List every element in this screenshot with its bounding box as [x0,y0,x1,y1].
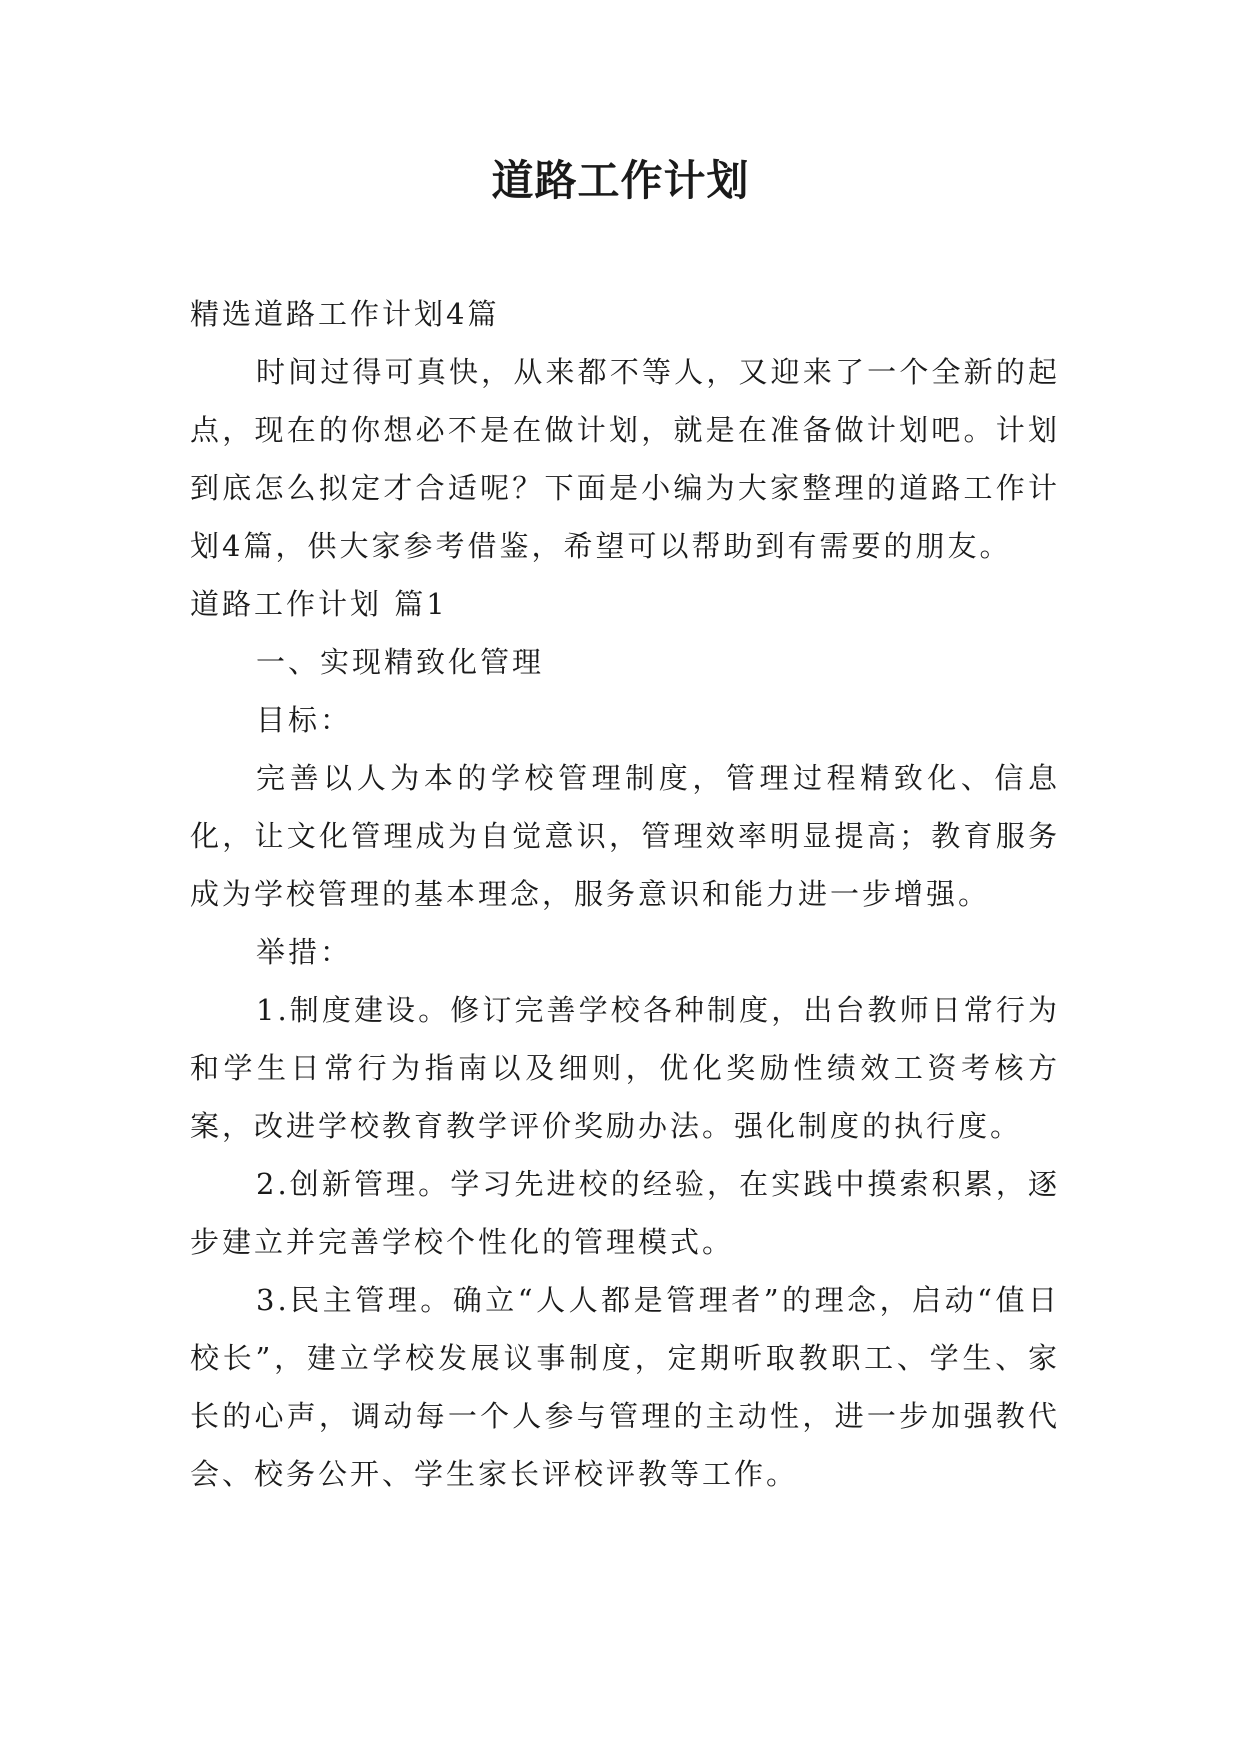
paragraph-intro: 时间过得可真快，从来都不等人，又迎来了一个全新的起点，现在的你想必不是在做计划，就是在准备做计划吧。计划到底怎么拟定才合适呢？下面是小编为大家整理的道路工作计划4篇，供大家参考借鉴，希望可以帮助到有需要的朋友。 [190,355,1060,563]
measure-item-3: 3.民主管理。确立“人人都是管理者”的理念，启动“值日校长”，建立学校发展议事制度，定期听取教职工、学生、家长的心声，调动每一个人参与管理的主动性，进一步加强教代会、校务公开、学生家长评校评教等工作。 [190,1283,1060,1491]
measure-item-1: 1.制度建设。修订完善学校各种制度，出台教师日常行为和学生日常行为指南以及细则，优化奖励性绩效工资考核方案，改进学校教育教学评价奖励办法。强化制度的执行度。 [190,993,1060,1143]
document-body [190,285,1060,1503]
subsection-heading: 一、实现精致化管理 [256,645,545,679]
measures-label: 举措： [256,935,353,969]
section-heading: 道路工作计划 篇1 [190,587,448,621]
measure-item-2: 2.创新管理。学习先进校的经验，在实践中摸索积累，逐步建立并完善学校个性化的管理模式。 [190,1167,1060,1259]
paragraph-subtitle: 精选道路工作计划4篇 [190,297,500,331]
goal-label: 目标： [256,703,353,737]
goal-paragraph: 完善以人为本的学校管理制度，管理过程精致化、信息化，让文化管理成为自觉意识，管理效率明显提高；教育服务成为学校管理的基本理念，服务意识和能力进一步增强。 [190,761,1060,911]
document-title: 道路工作计划 [491,156,750,205]
